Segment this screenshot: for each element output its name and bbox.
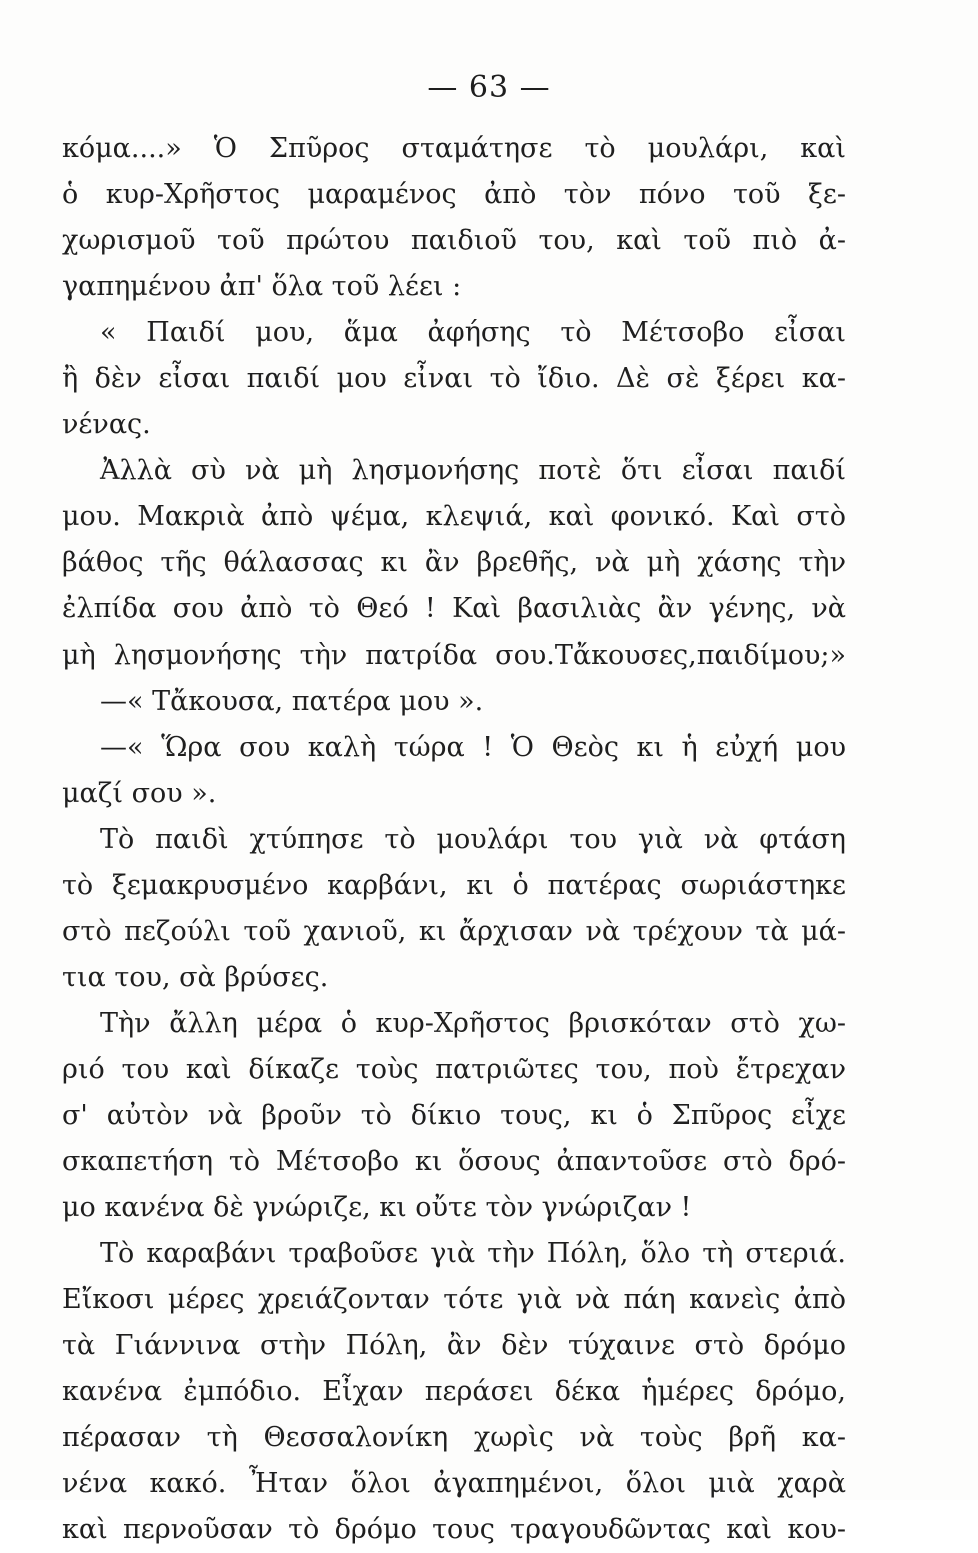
text-line: κανένα ἐμπόδιο. Εἶχαν περάσει δέκα ἡμέρες δρόμο, [62,1376,846,1408]
text-line: Τὴν ἄλλη μέρα ὁ κυρ-Χρῆστος βρισκόταν στὸ χω- [100,1007,846,1039]
text-line: ἢ δὲν εἶσαι παιδί μου εἶναι τὸ ἴδιο. Δὲ σὲ ξέρει κα- [62,363,846,395]
text-line: σκαπετήση τὸ Μέτσοβο κι ὅσους ἀπαντοῦσε στὸ δρό- [62,1146,846,1178]
text-line: μαζί σου ». [62,777,217,809]
text-line: ἐλπίδα σου ἀπὸ τὸ Θεό ! Καὶ βασιλιὰς ἂν γένης, νὰ [62,593,846,625]
text-line: ριό του καὶ δίκαζε τοὺς πατριῶτες του, ποὺ ἔτρεχαν [62,1053,846,1085]
text-line: —« Τἄκουσα, πατέρα μου ». [100,685,484,717]
text-line: πέρασαν τὴ Θεσσαλονίκη χωρὶς νὰ τοὺς βρῆ κα- [62,1422,846,1454]
text-line: Εἴκοσι μέρες χρειάζονταν τότε γιὰ νὰ πάη κανεὶς ἀπὸ [62,1284,846,1316]
text-line: σ' αὐτὸν νὰ βροῦν τὸ δίκιο τους, κι ὁ Σπῦρος εἶχε [62,1099,846,1131]
text-line: « Παιδί μου, ἅμα ἀφήσης τὸ Μέτσοβο εἶσαι [100,317,846,349]
text-line: γαπημένου ἀπ' ὅλα τοῦ λέει : [62,271,462,303]
text-line: μὴ λησμονήσης τὴν πατρίδα σου.Τἄκουσες,παιδίμου;» [62,639,846,671]
text-line: κόμα....» Ὁ Σπῦρος σταμάτησε τὸ μουλάρι, καὶ [62,133,846,164]
text-line: τια του, σὰ βρύσες. [62,961,329,993]
text-line: τὸ ξεμακρυσμένο καρβάνι, κι ὁ πατέρας σωριάστηκε [62,869,846,901]
page-text [62,126,846,1553]
text-line: μου. Μακριὰ ἀπὸ ψέμα, κλεψιά, καὶ φονικό. Καὶ στὸ [62,501,846,533]
text-line: νένα κακό. Ἦταν ὅλοι ἀγαπημένοι, ὅλοι μιὰ χαρὰ [62,1468,846,1500]
text-line: —« Ὥρα σου καλὴ τώρα ! Ὁ Θεὸς κι ἡ εὐχή μου [100,731,846,763]
text-line: ὁ κυρ-Χρῆστος μαραμένος ἀπὸ τὸν πόνο τοῦ ξε- [62,179,846,211]
text-line: Τὸ καραβάνι τραβοῦσε γιὰ τὴν Πόλη, ὅλο τὴ στεριά. [100,1238,846,1270]
text-line: μο κανένα δὲ γνώριζε, κι οὔτε τὸν γνώριζαν ! [62,1192,692,1224]
text-line: Ἀλλὰ σὺ νὰ μὴ λησμονήσης ποτὲ ὅτι εἶσαι παιδί [100,455,846,487]
text-line: χωρισμοῦ τοῦ πρώτου παιδιοῦ του, καὶ τοῦ πιὸ ἀ- [62,225,846,257]
text-line: βάθος τῆς θάλασσας κι ἂν βρεθῆς, νὰ μὴ χάσης τὴν [62,547,846,579]
page-number: — 63 — [427,70,551,105]
text-line: τὰ Γιάννινα στὴν Πόλη, ἂν δὲν τύχαινε στὸ δρόμο [62,1330,846,1362]
text-line: νένας. [62,409,151,441]
text-line: στὸ πεζούλι τοῦ χανιοῦ, κι ἄρχισαν νὰ τρέχουν τὰ μά- [62,915,846,947]
text-line: καὶ περνοῦσαν τὸ δρόμο τους τραγουδῶντας καὶ κου- [62,1514,846,1546]
text-line: Τὸ παιδὶ χτύπησε τὸ μουλάρι του γιὰ νὰ φτάση [100,823,846,855]
